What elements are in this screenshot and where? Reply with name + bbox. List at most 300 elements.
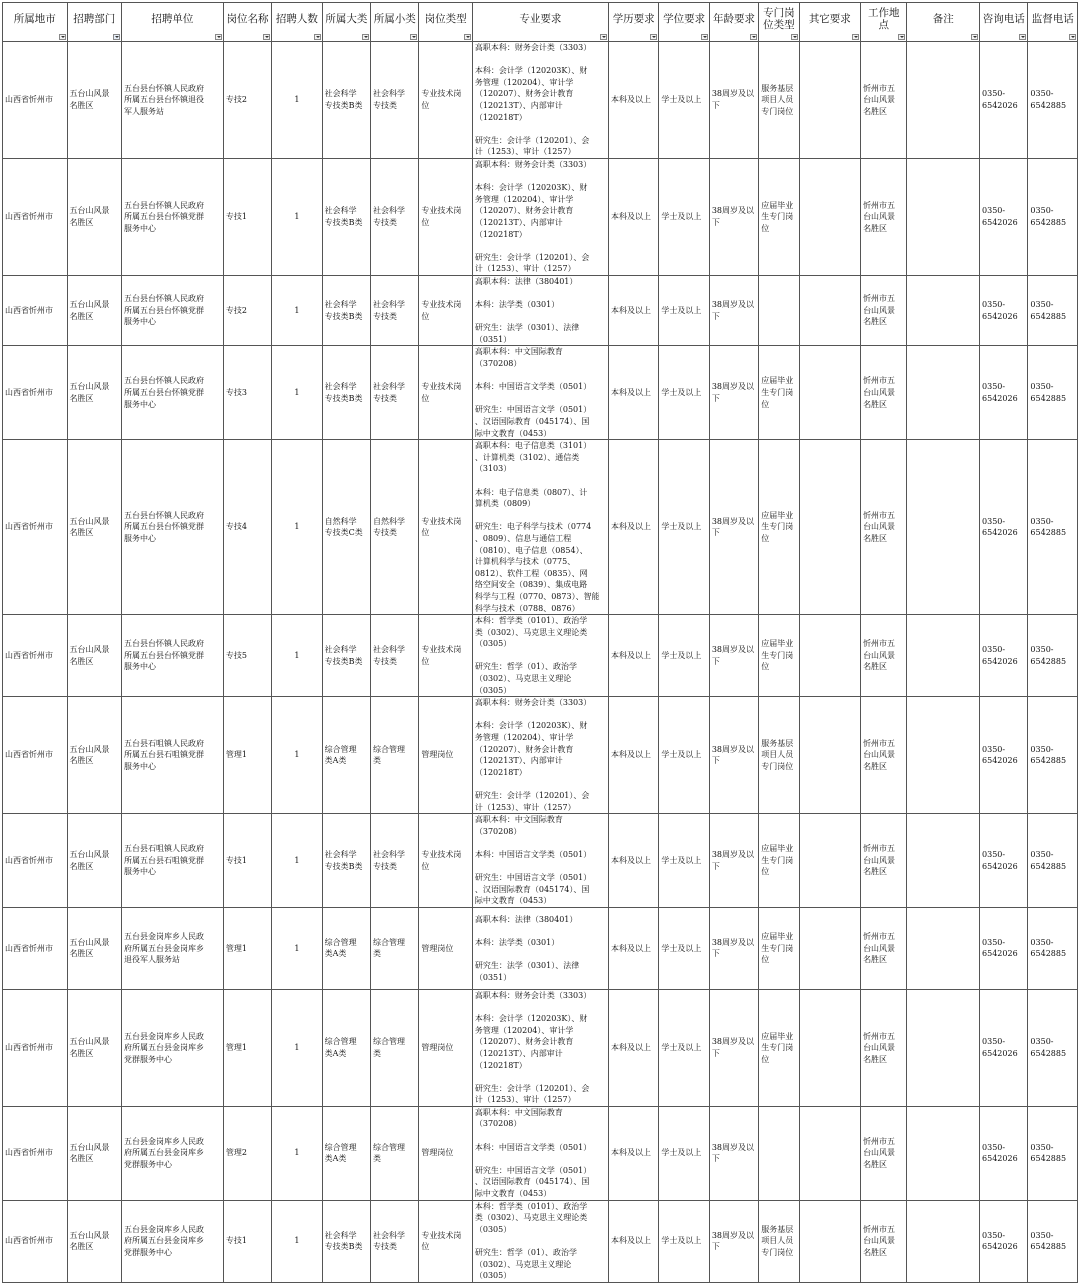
- filter-dropdown-icon[interactable]: [1069, 34, 1076, 40]
- filter-dropdown-icon[interactable]: [898, 34, 905, 40]
- cell-dept[interactable]: [67, 275, 121, 346]
- cell-dept[interactable]: [67, 158, 121, 275]
- cell-phone[interactable]: [980, 275, 1028, 346]
- cell-text: 五台山风景 名胜区: [69, 89, 110, 110]
- filter-dropdown-icon[interactable]: [852, 34, 859, 40]
- cell-text: 学士及以上: [661, 212, 702, 222]
- cell-age[interactable]: [709, 275, 758, 346]
- cell-phone[interactable]: [980, 158, 1028, 275]
- cell-unit[interactable]: [121, 346, 223, 440]
- cell-dept[interactable]: [67, 814, 121, 908]
- cell-age[interactable]: [709, 346, 758, 440]
- cell-degree[interactable]: [659, 158, 709, 275]
- column-header-unit: [121, 3, 223, 42]
- cell-text: 学士及以上: [661, 522, 702, 532]
- cell-num[interactable]: [272, 1200, 322, 1282]
- cell-post[interactable]: [223, 440, 271, 615]
- cell-age[interactable]: [709, 989, 758, 1106]
- cell-loc[interactable]: [861, 615, 907, 697]
- cell-major-cat[interactable]: [322, 1200, 370, 1282]
- cell-unit[interactable]: [121, 814, 223, 908]
- cell-text: 1: [294, 388, 300, 398]
- cell-note[interactable]: [907, 907, 980, 989]
- cell-special[interactable]: [759, 907, 799, 989]
- cell-sup[interactable]: [1028, 697, 1078, 814]
- filter-dropdown-icon[interactable]: [600, 34, 607, 40]
- cell-text: 综合管理 类: [373, 1142, 406, 1164]
- cell-text: 专技3: [225, 388, 247, 398]
- cell-sup[interactable]: [1028, 346, 1078, 440]
- cell-text: 五台县台怀镇人民政府 所属五台县台怀镇党群 服务中心: [123, 639, 204, 672]
- cell-edu[interactable]: [608, 615, 658, 697]
- cell-minor-cat[interactable]: [371, 615, 419, 697]
- cell-edu[interactable]: [608, 275, 658, 346]
- cell-sup[interactable]: [1028, 814, 1078, 908]
- cell-text: 山西省忻州市: [5, 1148, 53, 1158]
- cell-post[interactable]: [223, 615, 271, 697]
- cell-text: 1: [294, 855, 300, 865]
- cell-city[interactable]: [3, 275, 68, 346]
- cell-num[interactable]: [272, 989, 322, 1106]
- cell-text: 社会科学 专技类: [373, 300, 406, 321]
- cell-minor-cat[interactable]: [371, 907, 419, 989]
- cell-num[interactable]: [272, 158, 322, 275]
- cell-text: 管理岗位: [421, 750, 454, 760]
- cell-note[interactable]: [907, 814, 980, 908]
- column-header-major-cat: [322, 3, 370, 42]
- cell-post-type[interactable]: [419, 907, 472, 989]
- cell-city[interactable]: [3, 615, 68, 697]
- cell-num[interactable]: [272, 42, 322, 159]
- cell-post-type[interactable]: [419, 814, 472, 908]
- cell-phone[interactable]: [980, 615, 1028, 697]
- cell-text: 服务基层 项目人员 专门岗位: [761, 738, 794, 772]
- cell-other[interactable]: [799, 1106, 861, 1200]
- cell-edu[interactable]: [608, 158, 658, 275]
- cell-age[interactable]: [709, 440, 758, 615]
- cell-special[interactable]: [759, 42, 799, 159]
- cell-special[interactable]: [759, 1200, 799, 1282]
- cell-sup[interactable]: [1028, 989, 1078, 1106]
- filter-dropdown-icon[interactable]: [263, 34, 270, 40]
- cell-major-cat[interactable]: [322, 158, 370, 275]
- filter-dropdown-icon[interactable]: [464, 34, 471, 40]
- cell-note[interactable]: [907, 1200, 980, 1282]
- cell-city[interactable]: [3, 346, 68, 440]
- cell-minor-cat[interactable]: [371, 814, 419, 908]
- cell-post-type[interactable]: [419, 697, 472, 814]
- cell-text: 专业技术岗 位: [421, 382, 462, 403]
- cell-phone[interactable]: [980, 697, 1028, 814]
- cell-post[interactable]: [223, 1106, 271, 1200]
- filter-dropdown-icon[interactable]: [59, 34, 66, 40]
- cell-sup[interactable]: [1028, 42, 1078, 159]
- cell-text: 高职本科：财务会计类（3303） 本科：会计学（120203K）、财 务管理（120204）、审计学 （120207）、财务会计教育 （120213T）、内部审计 （120218T） 研究生：会计学（120201）、会 计（1253）、审计（1257）: [474, 159, 592, 274]
- cell-note[interactable]: [907, 615, 980, 697]
- cell-post[interactable]: [223, 346, 271, 440]
- cell-spec[interactable]: [472, 440, 608, 615]
- cell-post[interactable]: [223, 989, 271, 1106]
- column-header-city: [3, 3, 68, 42]
- cell-other[interactable]: [799, 346, 861, 440]
- cell-other[interactable]: [799, 1200, 861, 1282]
- cell-age[interactable]: [709, 615, 758, 697]
- cell-degree[interactable]: [659, 42, 709, 159]
- cell-edu[interactable]: [608, 42, 658, 159]
- cell-loc[interactable]: [861, 907, 907, 989]
- cell-text: 忻州市五 台山风景 名胜区: [863, 738, 896, 772]
- cell-text: 山西省忻州市: [5, 750, 53, 760]
- cell-age[interactable]: [709, 158, 758, 275]
- filter-dropdown-icon[interactable]: [791, 34, 798, 40]
- cell-text: 专业技术岗 位: [421, 300, 462, 321]
- filter-dropdown-icon[interactable]: [971, 34, 978, 40]
- cell-special[interactable]: [759, 346, 799, 440]
- cell-post-type[interactable]: [419, 615, 472, 697]
- cell-post[interactable]: [223, 1200, 271, 1282]
- cell-unit[interactable]: [121, 440, 223, 615]
- cell-note[interactable]: [907, 697, 980, 814]
- cell-city[interactable]: [3, 1200, 68, 1282]
- cell-dept[interactable]: [67, 1200, 121, 1282]
- cell-city[interactable]: [3, 989, 68, 1106]
- cell-major-cat[interactable]: [322, 440, 370, 615]
- cell-phone[interactable]: [980, 346, 1028, 440]
- cell-unit[interactable]: [121, 1200, 223, 1282]
- filter-dropdown-icon[interactable]: [215, 34, 222, 40]
- cell-sup[interactable]: [1028, 158, 1078, 275]
- cell-text: 38周岁及以 下: [711, 744, 755, 766]
- cell-edu[interactable]: [608, 697, 658, 814]
- cell-note[interactable]: [907, 346, 980, 440]
- cell-edu[interactable]: [608, 1200, 658, 1282]
- cell-num[interactable]: [272, 697, 322, 814]
- cell-note[interactable]: [907, 1106, 980, 1200]
- cell-loc[interactable]: [861, 158, 907, 275]
- cell-post[interactable]: [223, 158, 271, 275]
- cell-degree[interactable]: [659, 907, 709, 989]
- cell-post[interactable]: [223, 907, 271, 989]
- cell-special[interactable]: [759, 1106, 799, 1200]
- cell-text: 应届毕业 生专门岗 位: [761, 376, 794, 409]
- cell-post-type[interactable]: [419, 989, 472, 1106]
- cell-sup[interactable]: [1028, 440, 1078, 615]
- cell-sup[interactable]: [1028, 1106, 1078, 1200]
- cell-num[interactable]: [272, 615, 322, 697]
- cell-loc[interactable]: [861, 275, 907, 346]
- cell-minor-cat[interactable]: [371, 989, 419, 1106]
- cell-text: 本科及以上: [610, 1236, 651, 1246]
- filter-dropdown-icon[interactable]: [1019, 34, 1026, 40]
- cell-text: 0350- 6542885: [1030, 645, 1067, 666]
- cell-special[interactable]: [759, 158, 799, 275]
- filter-dropdown-icon[interactable]: [362, 34, 369, 40]
- cell-text: 0350- 6542885: [1030, 516, 1067, 538]
- cell-age[interactable]: [709, 1200, 758, 1282]
- cell-city[interactable]: [3, 814, 68, 908]
- cell-num[interactable]: [272, 907, 322, 989]
- column-header-special: [759, 3, 799, 42]
- cell-spec[interactable]: [472, 989, 608, 1106]
- cell-text: 忻州市五 台山风景 名胜区: [863, 932, 896, 965]
- column-header-spec: [472, 3, 608, 42]
- cell-major-cat[interactable]: [322, 907, 370, 989]
- cell-other[interactable]: [799, 697, 861, 814]
- cell-note[interactable]: [907, 275, 980, 346]
- cell-text: 1: [294, 1043, 300, 1053]
- cell-post-type[interactable]: [419, 158, 472, 275]
- cell-minor-cat[interactable]: [371, 1200, 419, 1282]
- cell-major-cat[interactable]: [322, 42, 370, 159]
- cell-sup[interactable]: [1028, 275, 1078, 346]
- cell-phone[interactable]: [980, 989, 1028, 1106]
- cell-note[interactable]: [907, 158, 980, 275]
- cell-post-type[interactable]: [419, 42, 472, 159]
- cell-degree[interactable]: [659, 1200, 709, 1282]
- table-row: [3, 1200, 1078, 1282]
- cell-city[interactable]: [3, 42, 68, 159]
- cell-text: 服务基层 项目人员 专门岗位: [761, 1224, 794, 1257]
- cell-edu[interactable]: [608, 346, 658, 440]
- cell-age[interactable]: [709, 814, 758, 908]
- filter-dropdown-icon[interactable]: [701, 34, 708, 40]
- cell-text: 0350- 6542885: [1030, 1230, 1067, 1252]
- cell-unit[interactable]: [121, 907, 223, 989]
- cell-loc[interactable]: [861, 42, 907, 159]
- cell-dept[interactable]: [67, 907, 121, 989]
- cell-age[interactable]: [709, 42, 758, 159]
- cell-degree[interactable]: [659, 275, 709, 346]
- cell-degree[interactable]: [659, 814, 709, 908]
- cell-minor-cat[interactable]: [371, 440, 419, 615]
- cell-major-cat[interactable]: [322, 1106, 370, 1200]
- filter-dropdown-icon[interactable]: [650, 34, 657, 40]
- filter-dropdown-icon[interactable]: [750, 34, 757, 40]
- cell-spec[interactable]: [472, 697, 608, 814]
- column-header-label: 学位要求: [663, 13, 706, 25]
- cell-post[interactable]: [223, 814, 271, 908]
- cell-text: 38周岁及以 下: [711, 300, 755, 321]
- cell-text: 管理岗位: [421, 943, 454, 953]
- cell-num[interactable]: [272, 346, 322, 440]
- cell-edu[interactable]: [608, 440, 658, 615]
- cell-phone[interactable]: [980, 440, 1028, 615]
- cell-post-type[interactable]: [419, 1106, 472, 1200]
- cell-text: 专技5: [225, 650, 247, 660]
- cell-major-cat[interactable]: [322, 346, 370, 440]
- cell-spec[interactable]: [472, 42, 608, 159]
- cell-text: 忻州市五 台山风景 名胜区: [863, 510, 896, 543]
- cell-note[interactable]: [907, 989, 980, 1106]
- cell-city[interactable]: [3, 907, 68, 989]
- cell-loc[interactable]: [861, 1200, 907, 1282]
- cell-text: 0350- 6542026: [982, 744, 1018, 766]
- cell-city[interactable]: [3, 158, 68, 275]
- cell-loc[interactable]: [861, 989, 907, 1106]
- cell-text: 管理1: [225, 750, 247, 760]
- cell-spec[interactable]: [472, 275, 608, 346]
- cell-num[interactable]: [272, 440, 322, 615]
- table-row: [3, 697, 1078, 814]
- cell-degree[interactable]: [659, 697, 709, 814]
- cell-loc[interactable]: [861, 1106, 907, 1200]
- cell-unit[interactable]: [121, 1106, 223, 1200]
- cell-degree[interactable]: [659, 440, 709, 615]
- cell-post-type[interactable]: [419, 346, 472, 440]
- filter-dropdown-icon[interactable]: [314, 34, 321, 40]
- cell-minor-cat[interactable]: [371, 697, 419, 814]
- cell-dept[interactable]: [67, 989, 121, 1106]
- cell-text: 1: [294, 1236, 300, 1246]
- cell-major-cat[interactable]: [322, 697, 370, 814]
- filter-dropdown-icon[interactable]: [410, 34, 417, 40]
- cell-text: 本科及以上: [610, 750, 651, 760]
- cell-text: 忻州市五 台山风景 名胜区: [863, 1031, 896, 1064]
- cell-dept[interactable]: [67, 440, 121, 615]
- cell-post-type[interactable]: [419, 275, 472, 346]
- cell-text: 社会科学 专技类B类: [324, 645, 363, 666]
- cell-unit[interactable]: [121, 158, 223, 275]
- cell-text: 专业技术岗 位: [421, 516, 462, 538]
- cell-text: 38周岁及以 下: [711, 382, 755, 403]
- cell-edu[interactable]: [608, 814, 658, 908]
- cell-phone[interactable]: [980, 907, 1028, 989]
- cell-spec[interactable]: [472, 346, 608, 440]
- cell-dept[interactable]: [67, 42, 121, 159]
- cell-unit[interactable]: [121, 42, 223, 159]
- cell-text: 0350- 6542885: [1030, 89, 1067, 110]
- cell-text: 学士及以上: [661, 650, 702, 660]
- cell-degree[interactable]: [659, 346, 709, 440]
- cell-degree[interactable]: [659, 615, 709, 697]
- cell-age[interactable]: [709, 1106, 758, 1200]
- cell-special[interactable]: [759, 615, 799, 697]
- cell-minor-cat[interactable]: [371, 158, 419, 275]
- cell-spec[interactable]: [472, 1200, 608, 1282]
- cell-other[interactable]: [799, 158, 861, 275]
- cell-text: 五台县石咀镇人民政府 所属五台县石咀镇党群 服务中心: [123, 738, 204, 772]
- cell-unit[interactable]: [121, 275, 223, 346]
- cell-major-cat[interactable]: [322, 615, 370, 697]
- cell-text: 山西省忻州市: [5, 305, 53, 315]
- cell-text: 五台山风景 名胜区: [69, 1230, 110, 1252]
- cell-edu[interactable]: [608, 989, 658, 1106]
- cell-phone[interactable]: [980, 814, 1028, 908]
- cell-spec[interactable]: [472, 814, 608, 908]
- cell-text: 0350- 6542026: [982, 89, 1018, 110]
- cell-minor-cat[interactable]: [371, 42, 419, 159]
- cell-city[interactable]: [3, 1106, 68, 1200]
- cell-minor-cat[interactable]: [371, 346, 419, 440]
- cell-text: 本科及以上: [610, 95, 651, 105]
- cell-major-cat[interactable]: [322, 814, 370, 908]
- cell-other[interactable]: [799, 814, 861, 908]
- cell-spec[interactable]: [472, 158, 608, 275]
- cell-spec[interactable]: [472, 615, 608, 697]
- cell-other[interactable]: [799, 989, 861, 1106]
- cell-loc[interactable]: [861, 440, 907, 615]
- cell-edu[interactable]: [608, 907, 658, 989]
- cell-edu[interactable]: [608, 1106, 658, 1200]
- cell-other[interactable]: [799, 275, 861, 346]
- cell-major-cat[interactable]: [322, 989, 370, 1106]
- cell-special[interactable]: [759, 989, 799, 1106]
- cell-city[interactable]: [3, 697, 68, 814]
- cell-spec[interactable]: [472, 1106, 608, 1200]
- cell-major-cat[interactable]: [322, 275, 370, 346]
- cell-degree[interactable]: [659, 1106, 709, 1200]
- cell-text: 山西省忻州市: [5, 855, 53, 865]
- cell-special[interactable]: [759, 697, 799, 814]
- cell-phone[interactable]: [980, 42, 1028, 159]
- cell-city[interactable]: [3, 440, 68, 615]
- cell-post[interactable]: [223, 42, 271, 159]
- cell-post[interactable]: [223, 275, 271, 346]
- cell-text: 五台山风景 名胜区: [69, 516, 110, 538]
- cell-sup[interactable]: [1028, 1200, 1078, 1282]
- cell-text: 38周岁及以 下: [711, 1230, 755, 1252]
- cell-dept[interactable]: [67, 1106, 121, 1200]
- cell-minor-cat[interactable]: [371, 1106, 419, 1200]
- cell-note[interactable]: [907, 42, 980, 159]
- cell-age[interactable]: [709, 697, 758, 814]
- cell-sup[interactable]: [1028, 615, 1078, 697]
- cell-num[interactable]: [272, 275, 322, 346]
- cell-loc[interactable]: [861, 346, 907, 440]
- cell-text: 自然科学 专技类: [373, 516, 406, 538]
- filter-dropdown-icon[interactable]: [113, 34, 120, 40]
- cell-text: 1: [294, 650, 300, 660]
- cell-text: 五台县台怀镇人民政府 所属五台县台怀镇党群 服务中心: [123, 376, 204, 409]
- cell-special[interactable]: [759, 814, 799, 908]
- cell-spec[interactable]: [472, 907, 608, 989]
- cell-text: 忻州市五 台山风景 名胜区: [863, 83, 896, 116]
- cell-text: 综合管理 类A类: [324, 1142, 357, 1164]
- cell-other[interactable]: [799, 615, 861, 697]
- cell-other[interactable]: [799, 440, 861, 615]
- cell-special[interactable]: [759, 275, 799, 346]
- column-header-note: [907, 3, 980, 42]
- cell-degree[interactable]: [659, 989, 709, 1106]
- cell-special[interactable]: [759, 440, 799, 615]
- cell-text: 专技2: [225, 305, 247, 315]
- cell-loc[interactable]: [861, 814, 907, 908]
- cell-phone[interactable]: [980, 1200, 1028, 1282]
- cell-unit[interactable]: [121, 697, 223, 814]
- cell-age[interactable]: [709, 907, 758, 989]
- cell-other[interactable]: [799, 907, 861, 989]
- cell-post-type[interactable]: [419, 440, 472, 615]
- cell-text: 0350- 6542026: [982, 937, 1018, 959]
- cell-post[interactable]: [223, 697, 271, 814]
- cell-text: 综合管理 类A类: [324, 744, 357, 766]
- cell-num[interactable]: [272, 1106, 322, 1200]
- cell-sup[interactable]: [1028, 907, 1078, 989]
- cell-num[interactable]: [272, 814, 322, 908]
- cell-other[interactable]: [799, 42, 861, 159]
- cell-dept[interactable]: [67, 346, 121, 440]
- cell-dept[interactable]: [67, 697, 121, 814]
- cell-minor-cat[interactable]: [371, 275, 419, 346]
- cell-loc[interactable]: [861, 697, 907, 814]
- cell-text: 五台山风景 名胜区: [69, 382, 110, 403]
- cell-phone[interactable]: [980, 1106, 1028, 1200]
- cell-post-type[interactable]: [419, 1200, 472, 1282]
- cell-unit[interactable]: [121, 989, 223, 1106]
- cell-unit[interactable]: [121, 615, 223, 697]
- cell-dept[interactable]: [67, 615, 121, 697]
- cell-note[interactable]: [907, 440, 980, 615]
